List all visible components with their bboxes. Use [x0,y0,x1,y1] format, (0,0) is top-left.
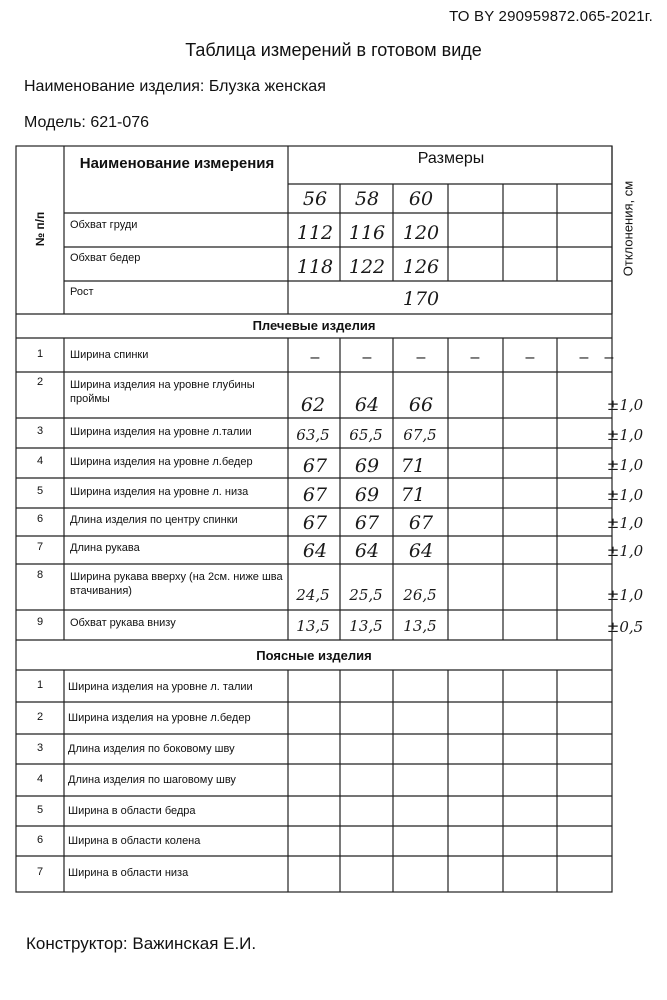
row-number: 3 [36,425,44,437]
row-value: 67 [302,484,328,506]
model-number: Модель: 621-076 [24,114,150,131]
product-name: Наименование изделия: Блузка женская [24,78,326,95]
column-header-name: Наименование измерения [79,155,275,172]
param-value: 116 [348,222,386,244]
row-value: 13,5 [296,617,330,635]
column-header-sizes: Размеры [417,150,485,167]
row-label: Ширина изделия на уровне л. талии [68,681,253,693]
row-number: 5 [36,804,44,816]
row-number: 6 [36,834,44,846]
row-label: Ширина рукава вверху (на 2см. ниже шва втачивания) [70,571,283,597]
row-value: 13,5 [403,617,437,635]
row-value: 26,5 [403,586,437,604]
row-label: Ширина в области бедра [68,805,196,817]
row-label: Ширина изделия на уровне л.бедер [70,456,253,468]
row-value: – [416,349,426,366]
row-number: 2 [36,376,44,388]
param-value: 120 [402,222,440,244]
row-value: 64 [354,394,380,416]
row-value: 64 [408,540,434,562]
param-label-height: Рост [70,286,94,298]
row-number: 7 [36,866,44,878]
row-value: 13,5 [349,617,383,635]
param-value: 112 [296,222,334,244]
row-number: 4 [36,773,44,785]
row-value: 25,5 [349,586,383,604]
row-value: 67 [302,512,328,534]
row-deviation: ±0,5 [606,618,644,636]
column-header-number: № п/п [33,211,47,247]
row-value: – [362,349,372,366]
row-label: Ширина спинки [70,349,149,361]
row-number: 5 [36,485,44,497]
row-label: Ширина изделия на уровне глубины проймы [70,379,255,405]
row-label: Ширина в области низа [68,867,189,879]
row-deviation: ±1,0 [606,486,644,504]
row-value: 64 [354,540,380,562]
param-value-height: 170 [402,288,440,310]
row-number: 7 [36,541,44,553]
section-title-waist: Поясные изделия [256,648,372,663]
row-number: 2 [36,711,44,723]
row-number: 9 [36,616,44,628]
row-number: 3 [36,742,44,754]
param-label-hips: Обхват бедер [70,252,141,264]
param-value: 122 [348,256,386,278]
document-reference: ТО BY 290959872.065-2021г. [449,8,653,25]
section-title-shoulder: Плечевые изделия [252,318,376,333]
row-label: Ширина в области колена [68,835,201,847]
row-deviation: ±1,0 [606,514,644,532]
row-value: 69 [354,484,380,506]
row-value: 63,5 [296,426,330,444]
row-number: 6 [36,513,44,525]
row-number: 8 [36,569,44,581]
size-58: 58 [354,188,380,210]
row-value: – [310,349,320,366]
row-deviation: ±1,0 [606,586,644,604]
param-label-chest: Обхват груди [70,219,138,231]
row-label: Ширина изделия на уровне л.бедер [68,712,251,724]
row-number: 4 [36,455,44,467]
row-value: 24,5 [296,586,330,604]
row-value: 67 [302,455,328,477]
row-value: 65,5 [349,426,383,444]
size-60: 60 [408,188,434,210]
row-label: Ширина изделия на уровне л. низа [70,486,249,498]
row-value: 67,5 [403,426,437,444]
row-value: – [470,349,480,366]
row-label: Длина изделия по центру спинки [70,514,238,526]
row-deviation: ±1,0 [606,426,644,444]
row-value: – [579,349,589,366]
row-value: 71 [400,455,426,477]
row-deviation: ±1,0 [606,396,644,414]
row-value: 71 [400,484,426,506]
row-deviation: ±1,0 [606,542,644,560]
row-number: 1 [36,679,44,691]
row-value: 69 [354,455,380,477]
size-56: 56 [302,188,328,210]
row-value: 64 [302,540,328,562]
row-label: Ширина изделия на уровне л.талии [70,426,252,438]
row-label: Длина изделия по шаговому шву [68,774,236,786]
row-deviation: ±1,0 [606,456,644,474]
row-value: – [525,349,535,366]
param-value: 126 [402,256,440,278]
column-header-deviation: Отклонения, см [620,180,636,277]
row-label: Обхват рукава внизу [70,617,176,629]
param-value: 118 [296,256,334,278]
row-value: 62 [300,394,326,416]
constructor-signature-line: Конструктор: Важинская Е.И. [26,934,257,953]
row-value: 66 [408,394,434,416]
row-label: Длина рукава [70,542,140,554]
row-value: 67 [354,512,380,534]
row-number: 1 [36,348,44,360]
row-label: Длина изделия по боковому шву [68,743,235,755]
row-deviation: – [604,349,614,366]
row-value: 67 [408,512,434,534]
page-title: Таблица измерений в готовом виде [185,40,482,60]
